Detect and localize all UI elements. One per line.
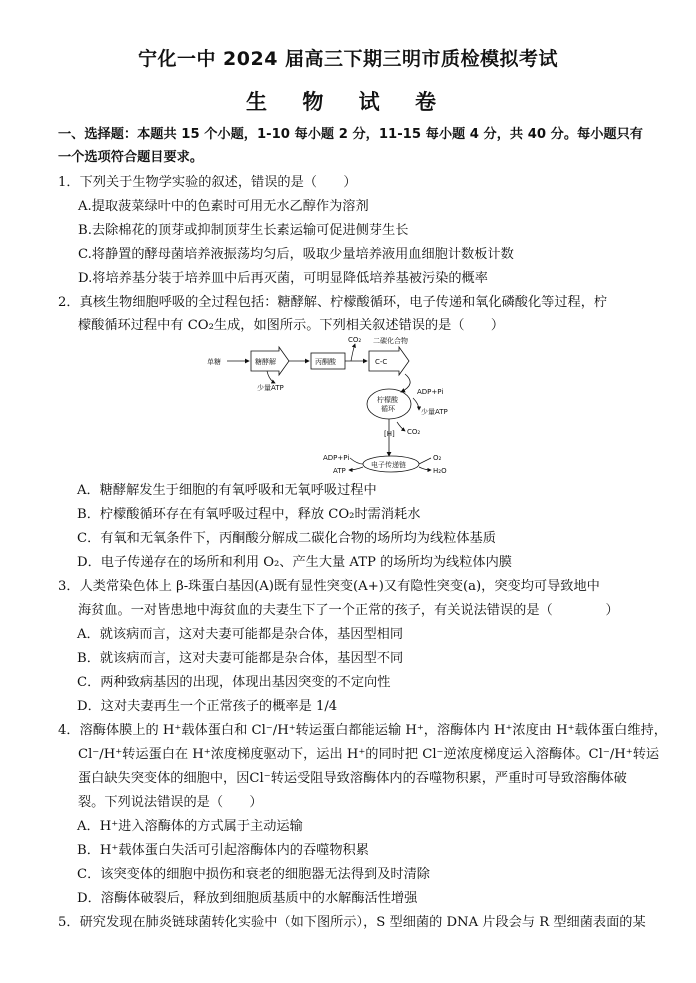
- section-heading-line1: 一、选择题：本题共 15 个小题，1-10 每小题 2 分，11-15 每小题 4 分，共 40 分。每小题只有: [58, 127, 643, 142]
- q3-option-d: D．这对夫妻再生一个正常孩子的概率是 1/4: [77, 699, 338, 714]
- cycle-label-1: 柠檬酸: [377, 396, 398, 404]
- q4-option-d: D．溶酶体破裂后，释放到细胞质基质中的水解酶活性增强: [77, 891, 418, 906]
- q2-stem-line1: 2．真核生物细胞呼吸的全过程包括：糖酵解、柠檬酸循环，电子传递和氧化磷酸化等过程，柠: [58, 295, 608, 310]
- section-heading-line2: 一个选项符合题目要求。: [58, 150, 204, 165]
- atp-label: ATP: [333, 467, 346, 475]
- q3-option-c: C．两种致病基因的出现，体现出基因突变的不定向性: [77, 675, 391, 690]
- atp-small-label2: 少量ATP: [421, 408, 448, 416]
- q1-option-c: C.将静置的酵母菌培养液振荡均匀后，吸取少量培养液用血细胞计数板计数: [78, 247, 514, 262]
- atp-small-arrow1: [267, 371, 275, 383]
- respiration-diagram: [205, 336, 465, 476]
- pyruvate-label: 丙酮酸: [315, 358, 336, 366]
- q4-stem-line1: 4．溶酶体膜上的 H⁺载体蛋白和 Cl⁻/H⁺转运蛋白都能运输 H⁺，溶酶体内 H⁺浓度由 H⁺载体蛋白维持，: [58, 723, 667, 738]
- etc-label: 电子传递链: [371, 461, 406, 469]
- q2-option-b: B．柠檬酸循环存在有氧呼吸过程中，释放 CO₂时需消耗水: [77, 507, 421, 522]
- co2-top-label: CO₂: [348, 336, 362, 344]
- q3-option-b: B．就该病而言，这对夫妻可能都是杂合体，基因型不同: [77, 651, 404, 666]
- q3-stem-line1: 3．人类常染色体上 β-珠蛋白基因(A)既有显性突变(A+)又有隐性突变(a)，突变均可导致地中: [58, 579, 600, 594]
- q2-option-c: C．有氧和无氧条件下，丙酮酸分解成二碳化合物的场所均为线粒体基质: [77, 531, 496, 546]
- adp-pi-label2: ADP+Pi: [323, 454, 350, 462]
- atp-small-arrow2: [413, 398, 419, 410]
- q1-option-b: B.去除棉花的顶芽或抑制顶芽生长素运输可促进侧芽生长: [78, 223, 409, 238]
- subject-title: 生 物 试 卷: [246, 90, 450, 114]
- glucose-label: 单糖: [207, 358, 221, 366]
- q4-option-a: A．H⁺进入溶酶体的方式属于主动运输: [77, 819, 303, 834]
- arrow-into-cycle: [401, 374, 410, 392]
- q2-option-a: A．糖酵解发生于细胞的有氧呼吸和无氧呼吸过程中: [77, 483, 377, 498]
- adp-pi-label1: ADP+Pi: [417, 388, 444, 396]
- q5-stem-line1: 5．研究发现在肺炎链球菌转化实验中（如下图所示），S 型细菌的 DNA 片段会与 R 型细菌表面的某: [58, 915, 646, 930]
- q1-option-a: A.提取菠菜绿叶中的色素时可用无水乙醇作为溶剂: [78, 199, 369, 214]
- q3-option-a: A．就该病而言，这对夫妻可能都是杂合体，基因型相同: [77, 627, 404, 642]
- q3-stem-line2: 海贫血。一对皆患地中海贫血的夫妻生下了一个正常的孩子，有关说法错误的是（ ）: [78, 603, 619, 618]
- q4-stem-line3: 蛋白缺失突变体的细胞中，因Cl⁻转运受阻导致溶酶体内的吞噬物积累，严重时可导致溶酶体破: [78, 771, 627, 786]
- q4-stem-line2: Cl⁻/H⁺转运蛋白在 H⁺浓度梯度驱动下，运出 H⁺的同时把 Cl⁻逆浓度梯度运入溶酶体。Cl⁻/H⁺转运: [78, 747, 660, 762]
- exam-title: 宁化一中 2024 届高三下期三明市质检模拟考试: [137, 48, 559, 70]
- etc-to-atp: [349, 467, 363, 470]
- q4-option-c: C．该突变体的细胞中损伤和衰老的细胞器无法得到及时清除: [77, 867, 430, 882]
- co2-release-arrow: [351, 344, 355, 361]
- adp-to-etc: [350, 458, 363, 464]
- q4-stem-line4: 裂。下列说法错误的是（ ）: [78, 795, 263, 810]
- atp-small-label1: 少量ATP: [257, 384, 284, 392]
- q4-option-b: B．H⁺载体蛋白失活可引起溶酶体内的吞噬物积累: [77, 843, 369, 858]
- co2-mid-label: CO₂: [407, 428, 421, 436]
- etc-to-h2o: [419, 467, 431, 470]
- o2-label: O₂: [433, 454, 442, 462]
- glycolysis-label: 糖酵解: [255, 358, 276, 366]
- h-label: [H]: [384, 430, 395, 438]
- cycle-label-2: 循环: [381, 405, 395, 413]
- h2o-label: H₂O: [433, 467, 447, 475]
- o2-to-etc: [419, 458, 431, 464]
- cc-label: C-C: [375, 358, 388, 366]
- cycle-ring: [367, 389, 411, 419]
- c2-compound-label: 二碳化合物: [373, 337, 408, 345]
- co2-mid-arrow: [397, 422, 405, 431]
- q2-stem-line2: 檬酸循环过程中有 CO₂生成，如图所示。下列相关叙述错误的是（ ）: [78, 318, 505, 333]
- q2-option-d: D．电子传递存在的场所和利用 O₂、产生大量 ATP 的场所均为线粒体内膜: [77, 555, 512, 570]
- q1-option-d: D.将培养基分装于培养皿中后再灭菌，可明显降低培养基被污染的概率: [78, 271, 488, 286]
- q1-stem: 1．下列关于生物学实验的叙述，错误的是（ ）: [58, 175, 357, 190]
